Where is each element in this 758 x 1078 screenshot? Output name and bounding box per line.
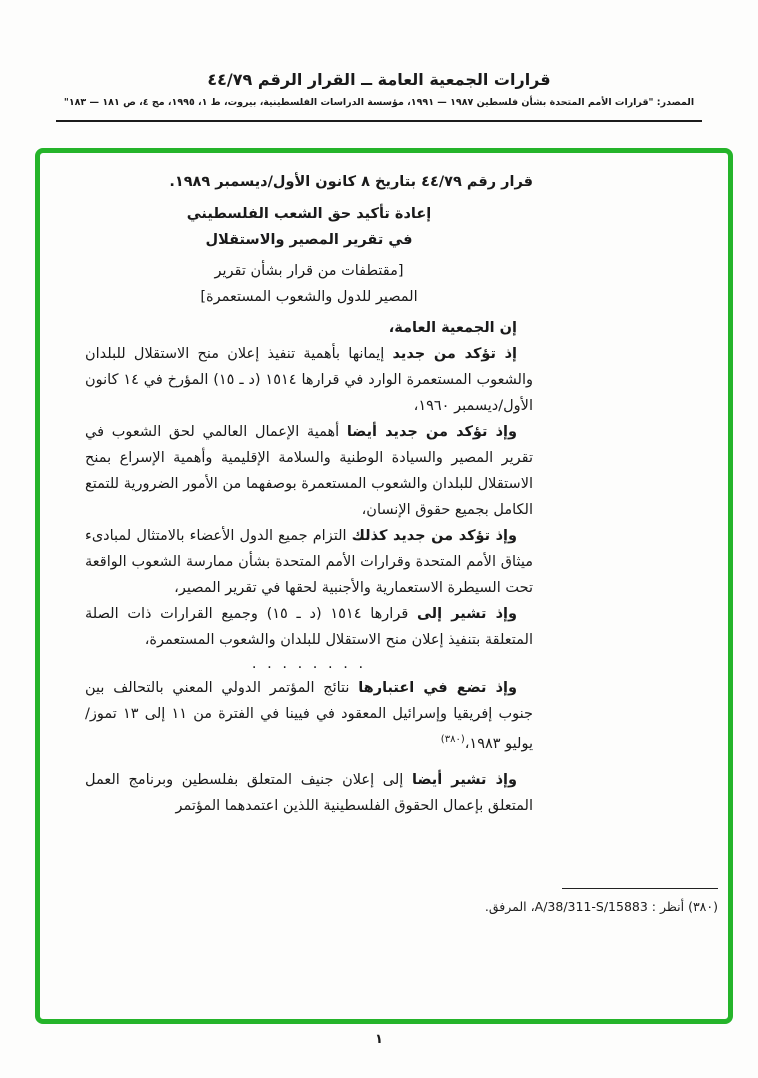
omission-dots: . . . . . . . . [251,656,367,672]
header-title: قرارات الجمعية العامة ــ القرار الرقم ٤٤/٧٩ [207,70,551,89]
paragraph-body: إلى إعلان جنيف المتعلق بفلسطين وبرنامج العمل المتعلق بإعمال الحقوق الفلسطينية اللذين اعتمدهما المؤتمر [85,771,533,814]
header-divider [56,120,702,122]
paragraph-lead: إذ تؤكد من جديد [392,346,517,362]
resolution-title: قرار رقم ٤٤/٧٩ بتاريخ ٨ كانون الأول/ديسمبر ١٩٨٩. [169,174,533,190]
page-header [0,70,758,108]
paragraph-lead: وإذ تؤكد من جديد كذلك [351,528,518,544]
footnote-divider [562,888,718,889]
paragraph-2 [85,419,533,523]
paragraph-lead: وإذ تشير إلى [417,606,517,622]
paragraph-6 [85,767,533,819]
paragraph-body: قرارها ١٥١٤ (د ـ ١٥) وجميع القرارات ذات الصلة المتعلقة بتنفيذ إعلان منح الاستقلال للبلدان والشعوب المستعمرة، [85,606,533,648]
paragraph-body: إيمانها بأهمية تنفيذ إعلان منح الاستقلال للبلدان والشعوب المستعمرة الوارد في قرارها ١٥١٤ (د ـ ١٥) المؤرخ في ١٤ كانون الأول/ديسمبر ١٩٦٠، [85,346,533,414]
bracket-note-line1: [مقتطفات من قرار بشأن تقرير [214,263,404,279]
footnote-reference: (٣٨٠) [440,734,465,745]
paragraph-1 [85,341,533,419]
paragraph-lead: وإذ تشير أيضا [412,771,518,788]
paragraph-body: أهمية الإعمال العالمي لحق الشعوب في تقرير المصير والسيادة الوطنية والسلامة الإقليمية وأهمية الإسراع بمنح الاستقلال للبلدان والشعوب المستعمرة بوصفهما من الأمور الضرورية للتمتع الكامل بجميع حقوق الإنسان، [85,424,533,518]
paragraph-lead: وإذ تضع في اعتبارها [358,680,518,696]
paragraph-5 [85,675,533,757]
paragraph-4 [85,601,533,653]
footnote-text: (٣٨٠) أنظر : A/38/311-S/15883، المرفق. [484,899,718,914]
paragraph-3 [85,523,533,601]
page-number: ١ [375,1032,383,1047]
resolution-subtitle-line1: إعادة تأكيد حق الشعب الفلسطيني [186,206,432,222]
document-frame [35,148,733,1024]
bracket-note-line2: المصير للدول والشعوب المستعمرة] [200,289,418,305]
paragraph-body: التزام جميع الدول الأعضاء بالامتثال لمبادىء ميثاق الأمم المتحدة وقرارات الأمم المتحدة بشأن ممارسة الشعوب الواقعة تحت السيطرة الاستعمارية والأجنبية لحقها في تقرير المصير، [85,528,533,596]
resolution-text [85,169,533,819]
paragraph-body: نتائج المؤتمر الدولي المعني بالتحالف بين جنوب إفريقيا وإسرائيل المعقود في فيينا في الفترة من ١١ إلى ١٣ تموز/يوليو ١٩٨٣، [85,680,533,752]
resolution-subtitle-line2: في تقرير المصير والاستقلال [205,232,413,248]
resolution-opening: إن الجمعية العامة، [388,320,517,336]
paragraph-lead: وإذ تؤكد من جديد أيضا [346,424,518,440]
source-line: المصدر: "قرارات الأمم المتحدة بشأن فلسطين ١٩٨٧ — ١٩٩١، مؤسسة الدراسات الفلسطينية، بيروت، ط ١، ١٩٩٥، مج ٤، ص ١٨١ — ١٨٣" [63,97,695,108]
footnote [398,888,718,916]
